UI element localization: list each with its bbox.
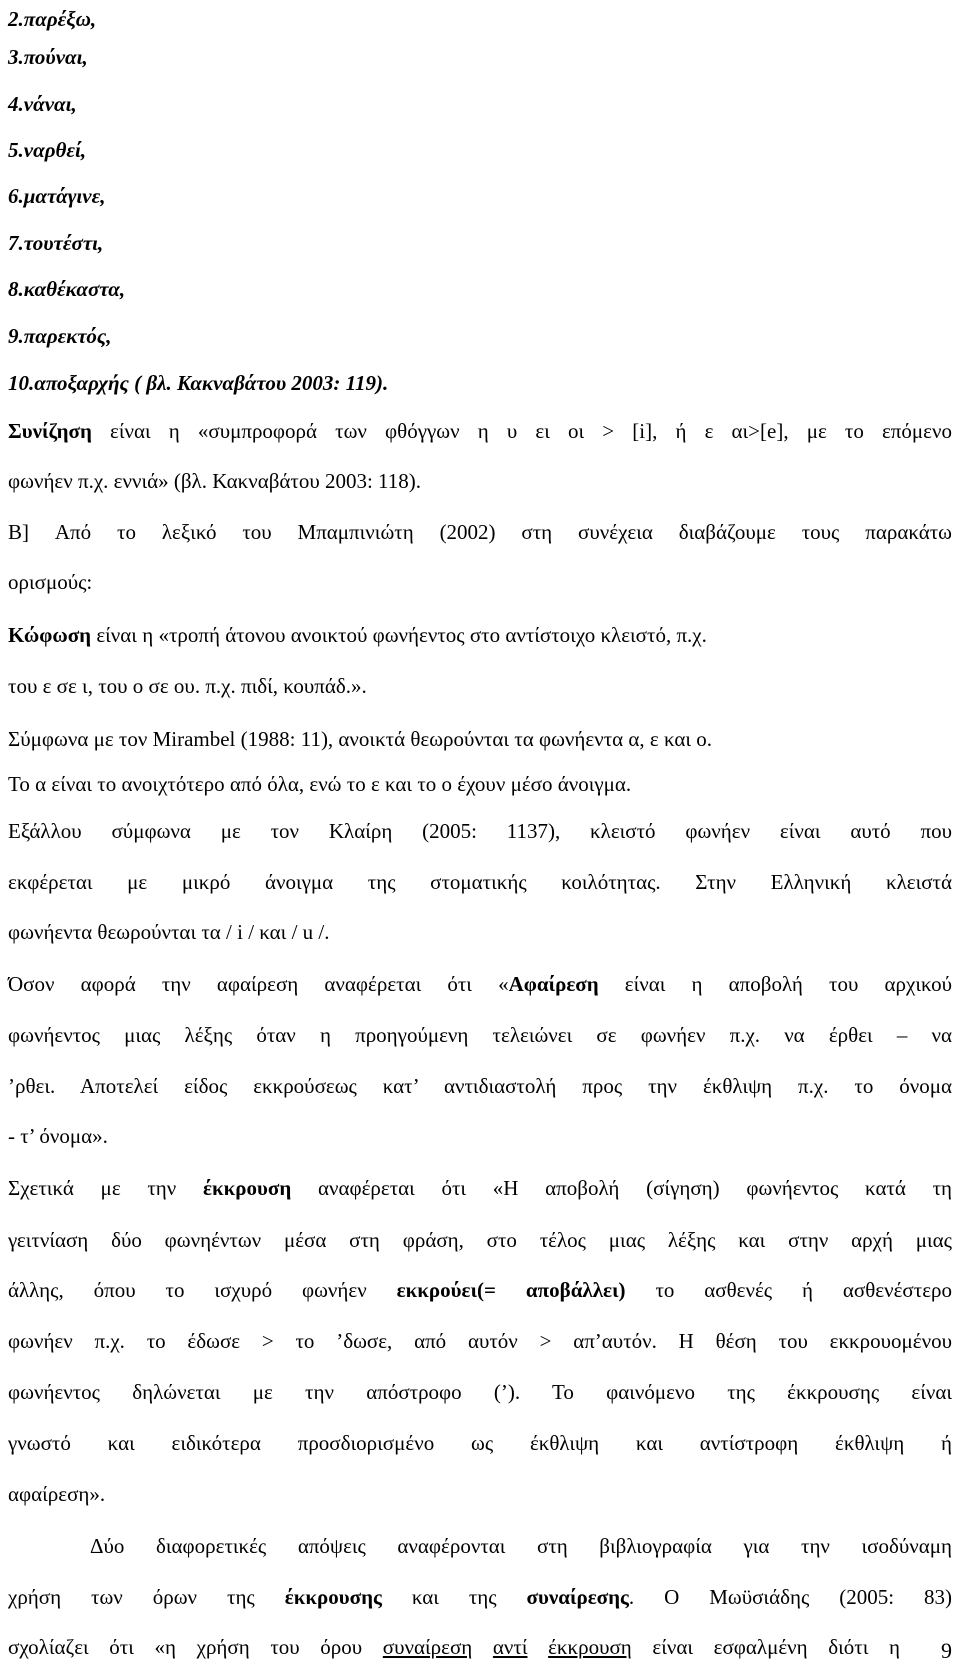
afairesi-line-4: - τ’ όνομα». (8, 1124, 108, 1148)
list-item: 10.αποξαρχής ( βλ. Κακναβάτου 2003: 119). (8, 371, 389, 395)
mirambel-line-2: Το α είναι το ανοιχτότερο από όλα, ενώ το ε και το ο έχουν μέσο άνοιγμα. (8, 772, 632, 796)
klairi-line-3: φωνήεντα θεωρούνται τα / i / και / u /. (8, 920, 330, 944)
ekkrousi-line-5: φωνήεντος δηλώνεται με την απόστροφο (’). Το φαινόμενο της έκκρουσης είναι (8, 1380, 952, 1404)
two-views-line-1: Δύο διαφορετικές απόψεις αναφέρονται στη βιβλιογραφία για την ισοδύναμη (90, 1534, 952, 1558)
afairesi-line-2: φωνήεντος μιας λέξης όταν η προηγούμενη τελειώνει σε φωνήεν π.χ. να έρθει – να (8, 1023, 952, 1047)
two-views-line-3: σχολίαζει ότι «η χρήση του όρου συναίρεση αντί έκκρουση είναι εσφαλμένη διότι η (8, 1635, 901, 1659)
list-item: 3.πούναι, (8, 45, 88, 69)
synizisi-line-2: φωνήεν π.χ. εννιά» (βλ. Κακναβάτου 2003: 118). (8, 469, 422, 493)
ekkrousi-line-7: αφαίρεση». (8, 1482, 106, 1506)
ekkrousi-line-6: γνωστό και ειδικότερα προσδιορισμένο ως έκθλιψη και αντίστροφη έκθλιψη ή (8, 1431, 952, 1455)
kofosi-line-2: του ε σε ι, του ο σε ου. π.χ. πιδί, κουπάδ.». (8, 674, 367, 698)
b-section-line-1: B] Από το λεξικό του Μπαμπινιώτη (2002) στη συνέχεια διαβάζουμε τους παρακάτω (8, 520, 952, 544)
list-item: 9.παρεκτός, (8, 324, 112, 348)
ekkrousi-line-2: γειτνίαση δύο φωνηέντων μέσα στη φράση, στο τέλος μιας λέξης και στην αρχή μιας (8, 1228, 952, 1252)
list-item: 4.νάναι, (8, 92, 77, 116)
klairi-line-1: Εξάλλου σύμφωνα με τον Κλαίρη (2005: 1137), κλειστό φωνήεν είναι αυτό που (8, 819, 952, 843)
ekkrousi-line-3: άλλης, όπου το ισχυρό φωνήεν εκκρούει(= αποβάλλει) το ασθενές ή ασθενέστερο (8, 1278, 952, 1302)
ekkrousi-line-1: Σχετικά με την έκκρουση αναφέρεται ότι «Η αποβολή (σίγηση) φωνήεντος κατά τη (8, 1176, 953, 1200)
page-number: 9 (941, 1638, 952, 1663)
mirambel-line-1: Σύμφωνα με τον Mirambel (1988: 11), ανοικτά θεωρούνται τα φωνήεντα α, ε και ο. (8, 727, 713, 751)
list-item: 6.ματάγινε, (8, 184, 106, 208)
b-section-line-2: ορισμούς: (8, 570, 93, 594)
afairesi-line-3: ’ρθει. Αποτελεί είδος εκκρούσεως κατ’ αντιδιαστολή προς την έκθλιψη π.χ. το όνομα (8, 1074, 952, 1098)
list-item: 8.καθέκαστα, (8, 277, 126, 301)
ekkrousi-line-4: φωνήεν π.χ. το έδωσε > το ’δωσε, από αυτόν > απ’αυτόν. Η θέση του εκκρουομένου (8, 1329, 952, 1353)
afairesi-line-1: Όσον αφορά την αφαίρεση αναφέρεται ότι «Αφαίρεση είναι η αποβολή του αρχικού (8, 972, 952, 996)
list-item: 5.ναρθεί, (8, 138, 87, 162)
klairi-line-2: εκφέρεται με μικρό άνοιγμα της στοματικής κοιλότητας. Στην Ελληνική κλειστά (8, 870, 952, 894)
list-item: 7.τουτέστι, (8, 231, 104, 255)
kofosi-line-1: Κώφωση είναι η «τροπή άτονου ανοικτού φωνήεντος στο αντίστοιχο κλειστό, π.χ. (8, 623, 707, 647)
two-views-line-2: χρήση των όρων της έκκρουσης και της συναίρεσης. Ο Μωϋσιάδης (2005: 83) (8, 1585, 953, 1609)
synizisi-line-1: Συνίζηση είναι η «συμπροφορά των φθόγγων η υ ει οι > [i], ή ε αι>[e], με το επόμενο (8, 419, 952, 443)
list-item: 2.παρέξω, (8, 7, 97, 31)
